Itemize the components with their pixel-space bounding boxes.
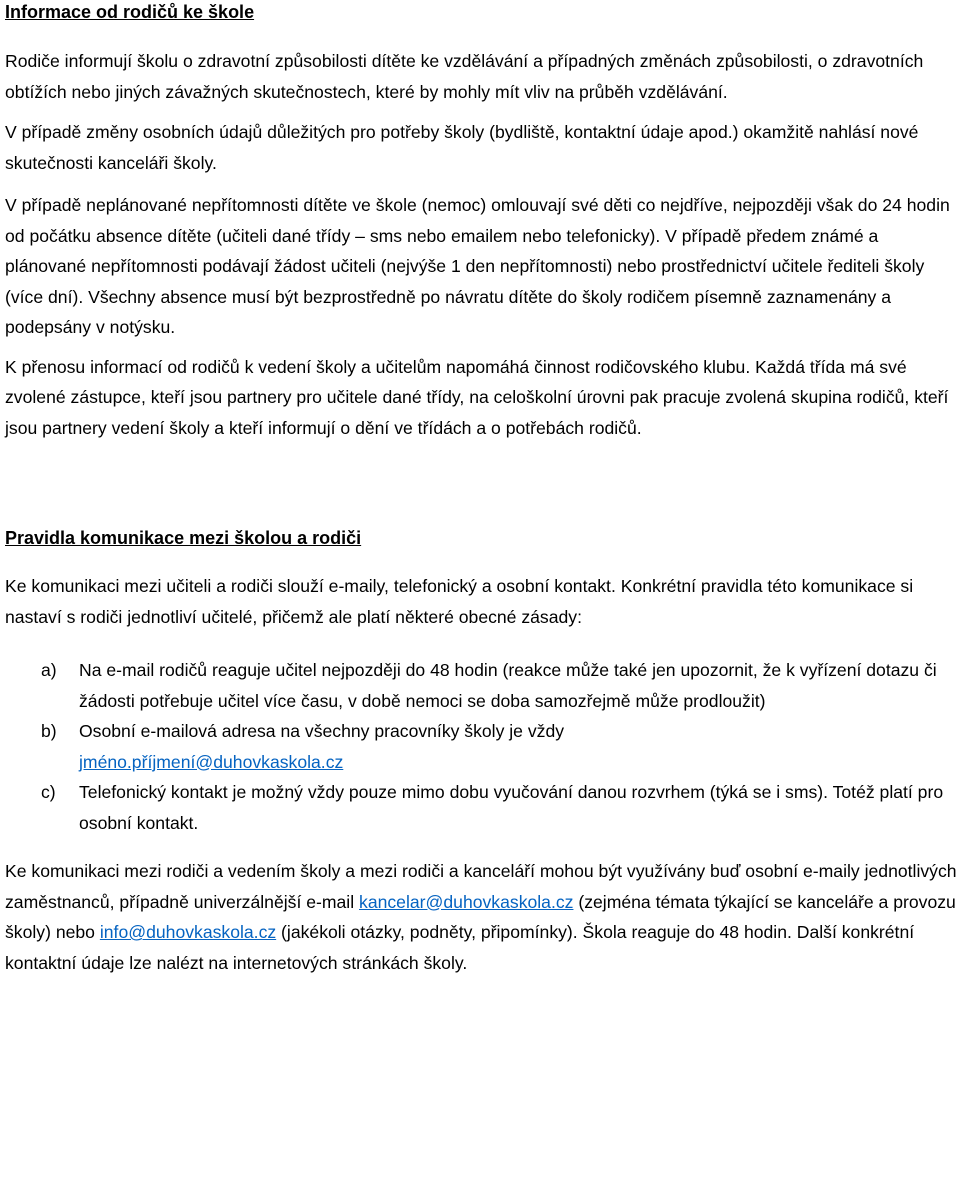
email-link-info[interactable]: info@duhovkaskola.cz xyxy=(99,922,277,942)
email-link-office[interactable]: kancelar@duhovkaskola.cz xyxy=(359,891,574,912)
closing-text-part-2: (zejména témata týkající se kanceláře a provozu školy) nebo xyxy=(5,891,956,942)
list-item-text: Na e-mail rodičů reaguje učitel nejpozději do 48 hodin (reakce může také jen upozornit, že k vyřízení dotazu či žádosti potřebuje učitel více času, v době nemoci se doba samozřejmě může prodloužit) xyxy=(79,660,937,711)
paragraph-absence-rules: V případě neplánované nepřítomnosti dítěte ve škole (nemoc) omlouvají své děti co nejdříve, nejpozději však do 24 hodin od počátku absence dítěte (učiteli dané třídy – sms nebo emailem nebo telefonicky). V případě předem známé a plánované nepřítomnosti podávají žádost učiteli (nejvýše 1 den nepřítomnosti) nebo prostřednictví učitele řediteli školy (více dní). Všechny absence musí být bezprostředně po návratu dítěte do školy rodičem písemně zaznamenány a podepsány v notýsku. xyxy=(5,195,950,337)
section-heading-communication-rules: Pravidla komunikace mezi školou a rodiči xyxy=(5,528,362,548)
closing-text-part-3: (jakékoli otázky, podněty, připomínky). Škola reaguje do 48 hodin. Další konkrétní kontaktní údaje lze nalézt na internetových stránkách školy. xyxy=(5,922,915,973)
list-item xyxy=(5,777,957,838)
email-link-personal[interactable]: jméno.příjmení@duhovkaskola.cz xyxy=(79,751,344,772)
paragraph-personal-data-change: V případě změny osobních údajů důležitých pro potřeby školy (bydliště, kontaktní údaje apod.) okamžitě nahlásí nové skutečnosti kanceláři školy. xyxy=(5,122,919,173)
list-item xyxy=(5,655,957,716)
paragraph-management-contact xyxy=(5,856,957,978)
closing-text-part-1: Ke komunikaci mezi rodiči a vedením školy a mezi rodiči a kanceláří mohou být využívány buď osobní e-maily jednotlivých zaměstnanců, případně univerzálnější e-mail xyxy=(5,861,957,912)
list-item-text: Telefonický kontakt je možný vždy pouze mimo dobu vyučování danou rozvrhem (týká se i sms). Totéž platí pro osobní kontakt. xyxy=(79,782,944,833)
list-item-text: Osobní e-mailová adresa na všechny pracovníky školy je vždy xyxy=(79,721,565,741)
section-heading-parents-info: Informace od rodičů ke škole xyxy=(5,2,255,22)
paragraph-parents-club: K přenosu informací od rodičů k vedení školy a učitelům napomáhá činnost rodičovského klubu. Každá třída má své zvolené zástupce, kteří jsou partnery pro učitele dané třídy, na celoškolní úrovni pak pracuje zvolená skupina rodičů, kteří jsou partnery vedení školy a kteří informují o dění ve třídách a o potřebách rodičů. xyxy=(5,356,949,438)
list-marker: b) xyxy=(41,721,57,741)
paragraph-communication-intro: Ke komunikaci mezi učiteli a rodiči slouží e-maily, telefonický a osobní kontakt. Konkrétní pravidla této komunikace si nastaví s rodiči jednotliví učitelé, přičemž ale platí některé obecné zásady: xyxy=(5,576,914,627)
list-marker: a) xyxy=(41,660,57,680)
list-marker: c) xyxy=(41,782,56,802)
list-item xyxy=(5,716,957,777)
rules-list xyxy=(5,655,957,838)
document-page xyxy=(5,0,957,978)
paragraph-health-info: Rodiče informují školu o zdravotní způsobilosti dítěte ke vzdělávání a případných změnách způsobilosti, o zdravotních obtížích nebo jiných závažných skutečnostech, které by mohly mít vliv na průběh vzdělávání. xyxy=(5,51,924,102)
